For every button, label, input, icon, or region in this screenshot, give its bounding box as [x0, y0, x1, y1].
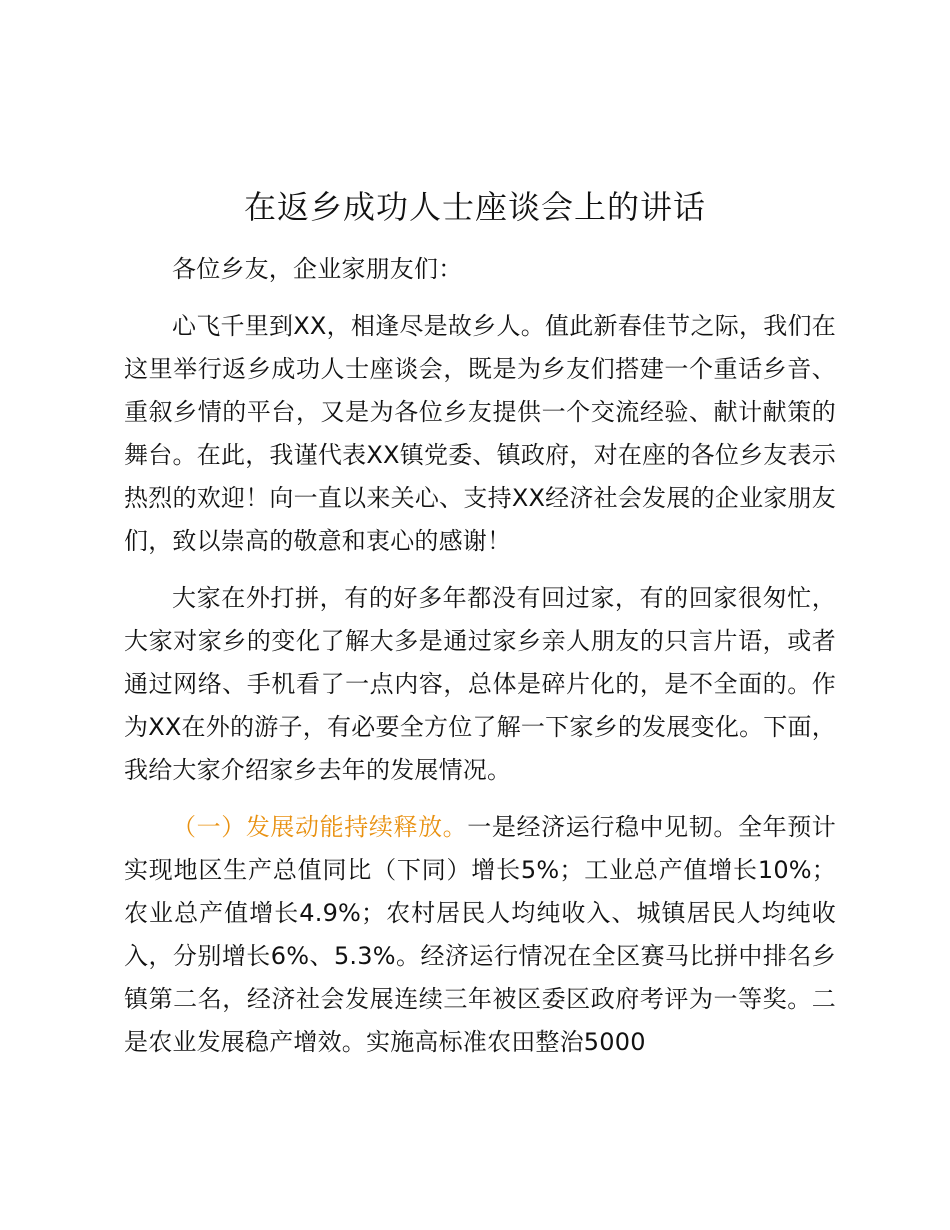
document-body: [124, 248, 836, 1064]
section-1-text: 一是经济运行稳中见韧。全年预计实现地区生产总值同比（下同）增长5%；工业总产值增长10%；农业总产值增长4.9%；农村居民人均纯收入、城镇居民人均纯收入，分别增长6%、5.3%。经济运行情况在全区赛马比拼中排名乡镇第二名，经济社会发展连续三年被区委区政府考评为一等奖。二是农业发展稳产增效。实施高标准农田整治5000: [124, 813, 837, 1056]
context-paragraph: 大家在外打拼，有的好多年都没有回过家，有的回家很匆忙，大家对家乡的变化了解大多是通过家乡亲人朋友的只言片语，或者通过网络、手机看了一点内容，总体是碎片化的，是不全面的。作为XX在外的游子，有必要全方位了解一下家乡的发展变化。下面，我给大家介绍家乡去年的发展情况。: [124, 584, 836, 784]
intro-paragraph: 心飞千里到XX，相逢尽是故乡人。值此新春佳节之际，我们在这里举行返乡成功人士座谈会，既是为乡友们搭建一个重话乡音、重叙乡情的平台，又是为各位乡友提供一个交流经验、献计献策的舞台。在此，我谨代表XX镇党委、镇政府，对在座的各位乡友表示热烈的欢迎！向一直以来关心、支持XX经济社会发展的企业家朋友们，致以崇高的敬意和衷心的感谢！: [124, 312, 836, 555]
greeting-paragraph: 各位乡友，企业家朋友们：: [172, 255, 463, 283]
document-title: 在返乡成功人士座谈会上的讲话: [243, 188, 706, 226]
section-1-heading: （一）发展动能持续释放。: [172, 813, 468, 841]
section-1-paragraph: [124, 806, 836, 1064]
